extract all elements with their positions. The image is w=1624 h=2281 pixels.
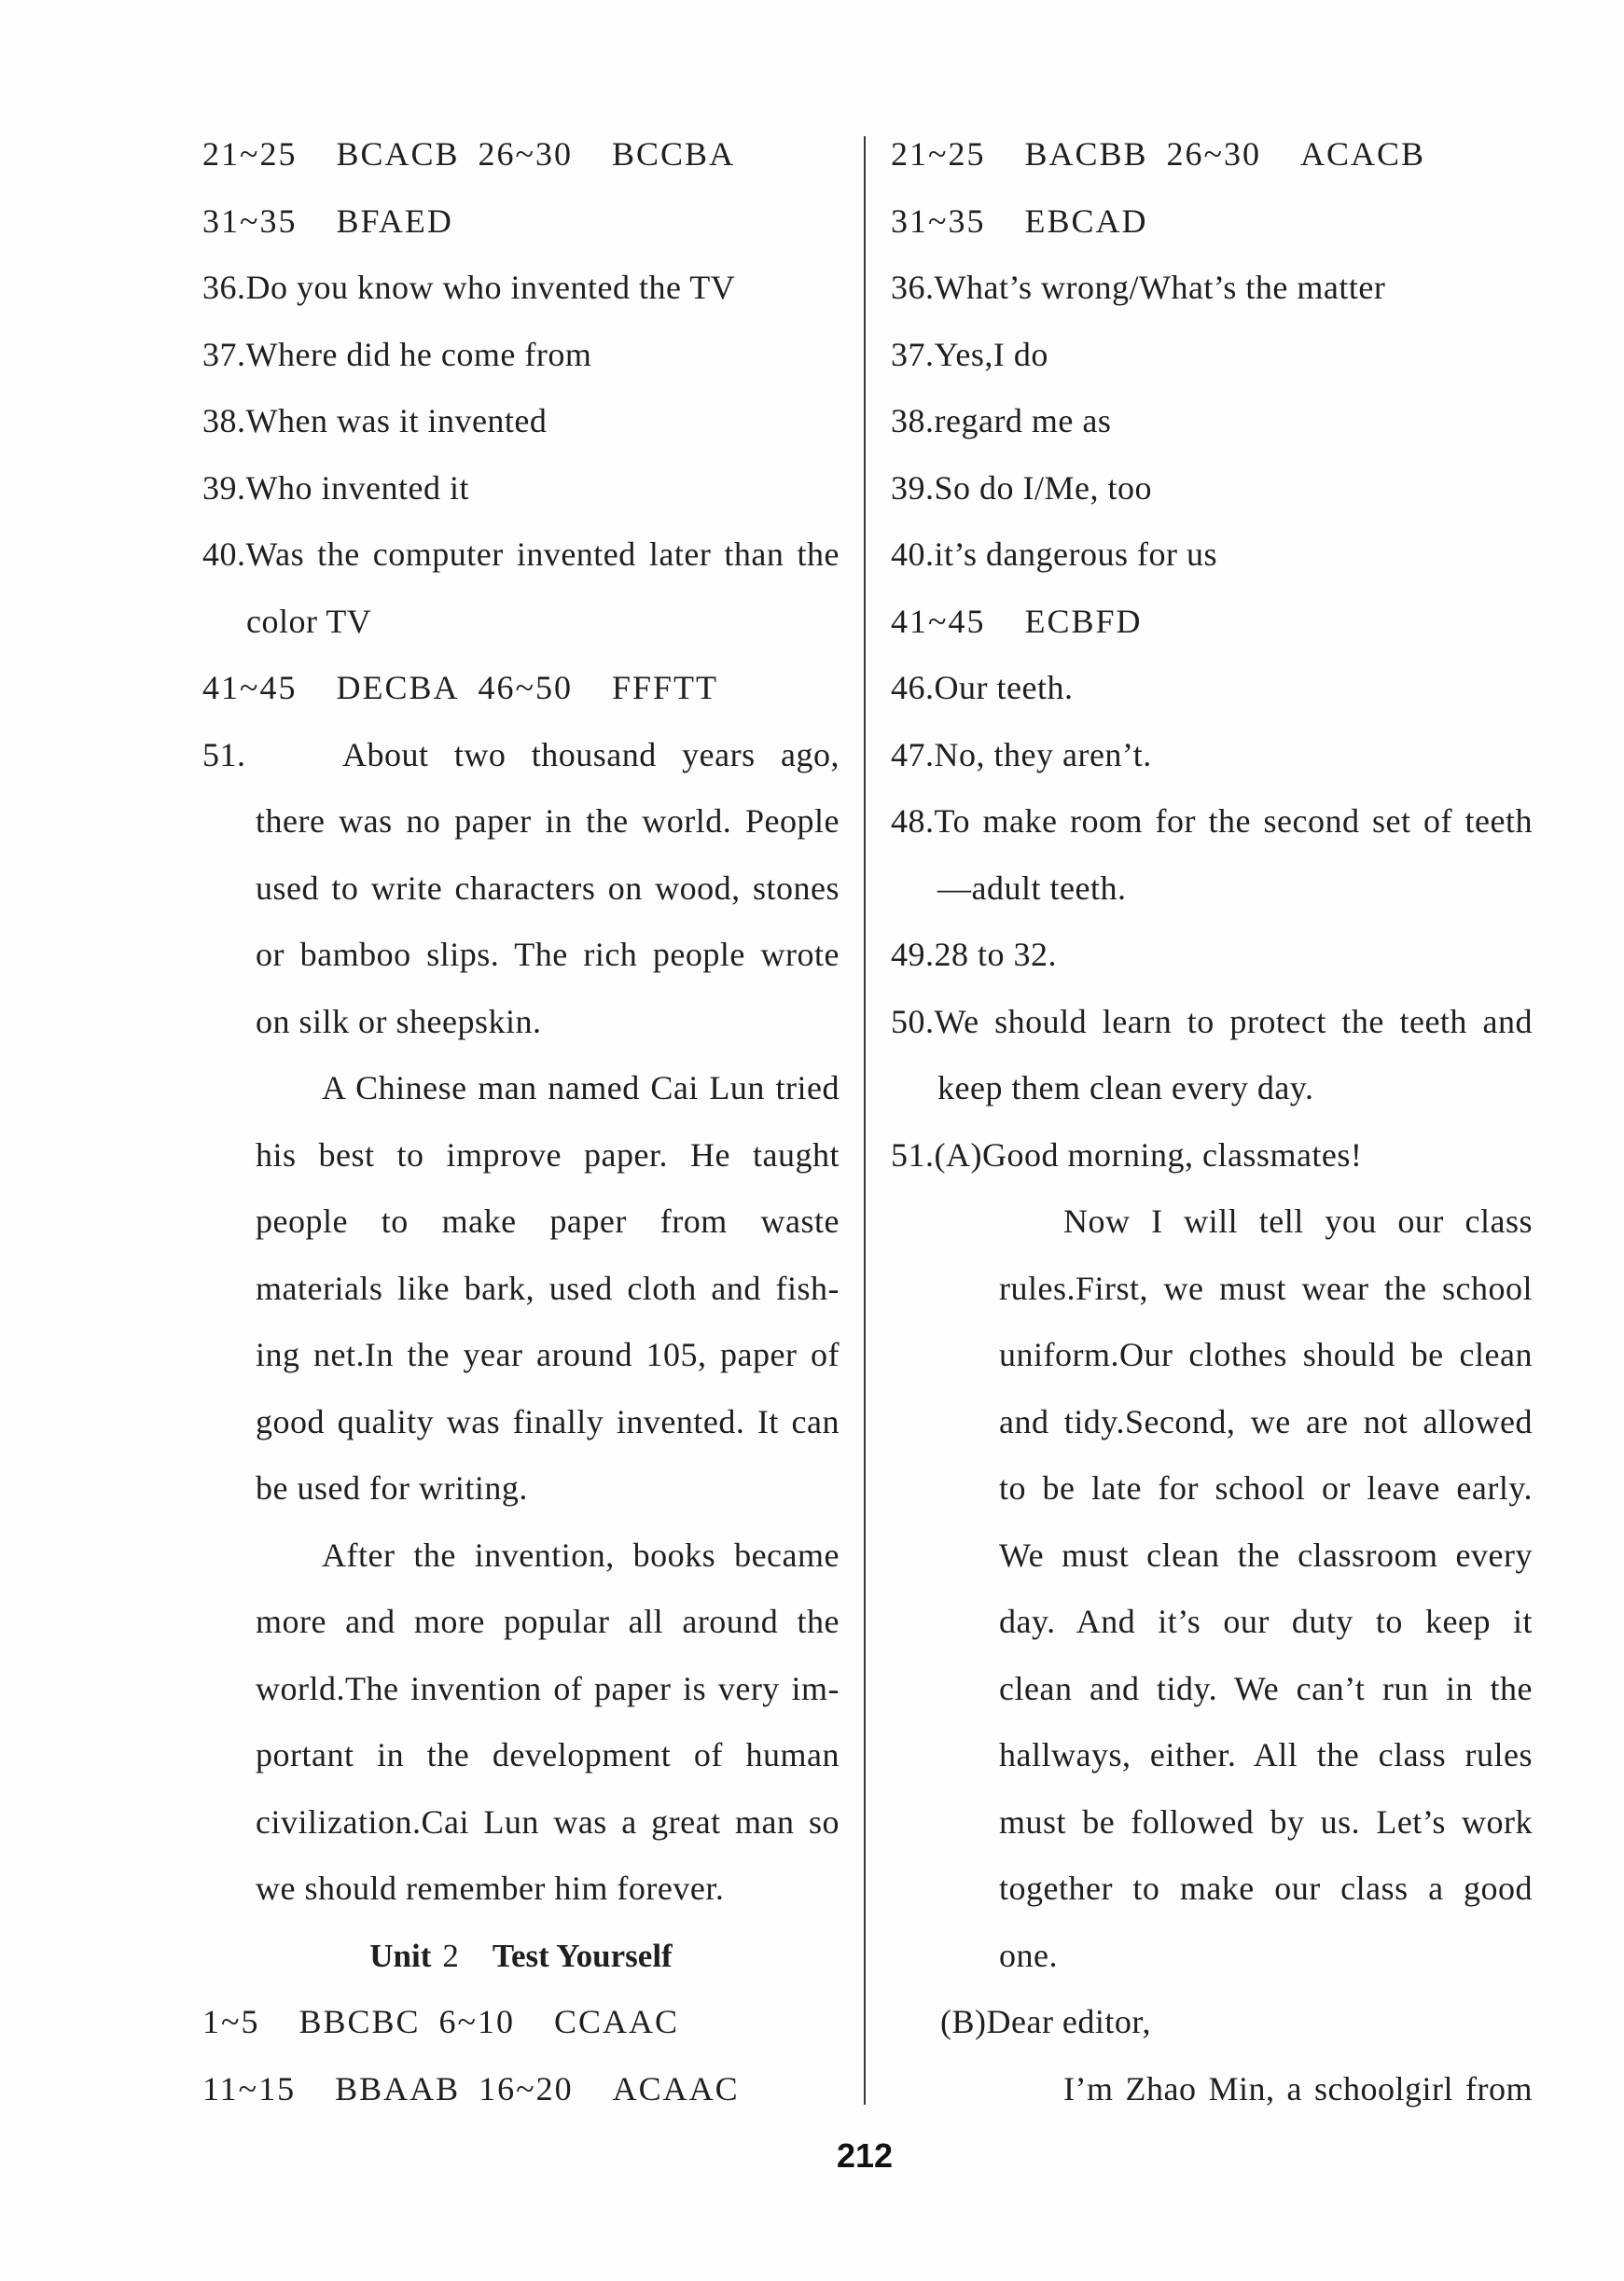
heading-unit-label: Unit: [369, 1937, 432, 1974]
heading-unit-number: 2: [442, 1937, 459, 1974]
answer-row: [891, 589, 1533, 656]
essay-line: we should remember him forever.: [256, 1870, 725, 1907]
answer-line: 38.regard me as: [891, 402, 1112, 439]
answer-line: 37.Where did he come from: [202, 335, 592, 373]
column-divider: [864, 136, 866, 2105]
answer-line: 36.What’s wrong/What’s the matter: [891, 269, 1386, 306]
question-range: 46~50: [478, 669, 573, 706]
letter-heading: (B)Dear editor,: [940, 2003, 1151, 2040]
answer-key: ECBFD: [1024, 602, 1143, 640]
essay-line: world.The invention of paper is very im-: [256, 1669, 840, 1707]
essay-line: portant in the development of human: [256, 1736, 840, 1773]
essay-line: together to make our class a good: [999, 1870, 1533, 1907]
answer-row: [202, 655, 840, 722]
answer-row: [202, 2056, 840, 2123]
answer-line: 37.Yes,I do: [891, 335, 1048, 373]
answer-row: [891, 188, 1533, 256]
question-range: 26~30: [478, 135, 574, 173]
answer-row: [202, 188, 840, 256]
answer-line-continuation: —adult teeth.: [937, 869, 1127, 907]
essay-line: About two thousand years ago,: [342, 735, 840, 773]
question-range: 26~30: [1166, 135, 1262, 173]
question-range: 31~35: [202, 202, 298, 240]
answer-key: BBAAB: [335, 2069, 461, 2107]
essay-line: or bamboo slips. The rich people wrote: [256, 936, 840, 973]
question-range: 21~25: [891, 135, 986, 173]
essay-first-line: [202, 722, 840, 789]
answer-line: 46.Our teeth.: [891, 669, 1074, 706]
essay-line: day. And it’s our duty to keep it: [999, 1603, 1533, 1640]
essay-line: rules.First, we must wear the school: [999, 1269, 1533, 1307]
answer-line: 50.We should learn to protect the teeth and: [891, 1002, 1533, 1040]
answer-key: BCCBA: [612, 135, 736, 173]
answer-line: 47.No, they aren’t.: [891, 735, 1152, 773]
essay-line: be used for writing.: [256, 1469, 528, 1507]
question-range: 41~45: [891, 602, 986, 640]
question-number: 51.: [202, 735, 246, 773]
essay-heading: 51.(A)Good morning, classmates!: [891, 1135, 1363, 1174]
question-range: 1~5: [202, 2003, 260, 2040]
answer-key: BCACB: [336, 135, 460, 173]
answer-row: [891, 121, 1533, 188]
answer-line-continuation: color TV: [246, 602, 372, 640]
question-range: 6~10: [438, 2003, 516, 2040]
essay-line: hallways, either. All the class rules: [999, 1736, 1533, 1773]
answer-line-continuation: keep them clean every day.: [937, 1069, 1314, 1106]
essay-line: clean and tidy. We can’t run in the: [999, 1669, 1533, 1707]
answer-key: BBCBC: [298, 2003, 421, 2040]
answer-key: EBCAD: [1024, 202, 1148, 240]
question-range: 21~25: [202, 135, 298, 173]
essay-line: used to write characters on wood, stones: [256, 869, 840, 907]
question-range: 11~15: [202, 2069, 297, 2107]
answer-line: 39.Who invented it: [202, 468, 469, 507]
essay-line: to be late for school or leave early.: [999, 1469, 1533, 1507]
answer-key: BFAED: [336, 202, 453, 240]
essay-line: materials like bark, used cloth and fish-: [256, 1269, 840, 1307]
answer-key: ACACB: [1300, 135, 1426, 173]
answer-key: ACAAC: [612, 2069, 740, 2107]
answer-row: [202, 121, 840, 188]
essay-paragraph-start: A Chinese man named Cai Lun tried: [322, 1069, 840, 1106]
question-range: 41~45: [202, 669, 298, 706]
essay-line: We must clean the classroom every: [999, 1536, 1533, 1574]
answer-key: BACBB: [1024, 135, 1148, 173]
essay-line: uniform.Our clothes should be clean: [999, 1336, 1533, 1373]
essay-line: ing net.In the year around 105, paper of: [256, 1336, 840, 1373]
letter-paragraph-start: I’m Zhao Min, a schoolgirl from: [1063, 2069, 1533, 2107]
answer-key: CCAAC: [554, 2003, 680, 2040]
answer-line: 39.So do I/Me, too: [891, 468, 1153, 507]
essay-line: people to make paper from waste: [256, 1203, 840, 1240]
answer-line: 49.28 to 32.: [891, 936, 1058, 973]
heading-title: Test Yourself: [492, 1937, 673, 1974]
essay-line: more and more popular all around the: [256, 1603, 840, 1640]
question-range: 16~20: [479, 2069, 574, 2107]
left-column: [202, 121, 840, 2122]
section-heading: [202, 1923, 840, 1990]
essay-paragraph-start: After the invention, books became: [322, 1536, 840, 1574]
essay-line: must be followed by us. Let’s work: [999, 1802, 1533, 1841]
essay-line: civilization.Cai Lun was a great man so: [256, 1802, 840, 1841]
answer-key: DECBA: [336, 669, 460, 706]
answer-row: [202, 1989, 840, 2056]
answer-key: FFFTT: [611, 669, 719, 706]
page-number: 212: [836, 2136, 894, 2175]
answer-line: 48.To make room for the second set of teeth: [891, 802, 1533, 840]
essay-line: good quality was finally invented. It can: [256, 1402, 840, 1440]
essay-line: there was no paper in the world. People: [256, 802, 840, 840]
essay-line: one.: [999, 1936, 1058, 1974]
question-range: 31~35: [891, 202, 986, 240]
essay-paragraph-start: Now I will tell you our class: [1063, 1203, 1533, 1240]
essay-line: and tidy.Second, we are not allowed: [999, 1402, 1533, 1440]
essay-line: on silk or sheepskin.: [256, 1002, 542, 1040]
essay-line: his best to improve paper. He taught: [256, 1135, 840, 1174]
answer-line: 36.Do you know who invented the TV: [202, 269, 736, 306]
right-column: [891, 121, 1533, 2122]
answer-line: 40.Was the computer invented later than the: [202, 535, 840, 573]
answer-line: 40.it’s dangerous for us: [891, 535, 1217, 573]
answer-line: 38.When was it invented: [202, 402, 548, 439]
